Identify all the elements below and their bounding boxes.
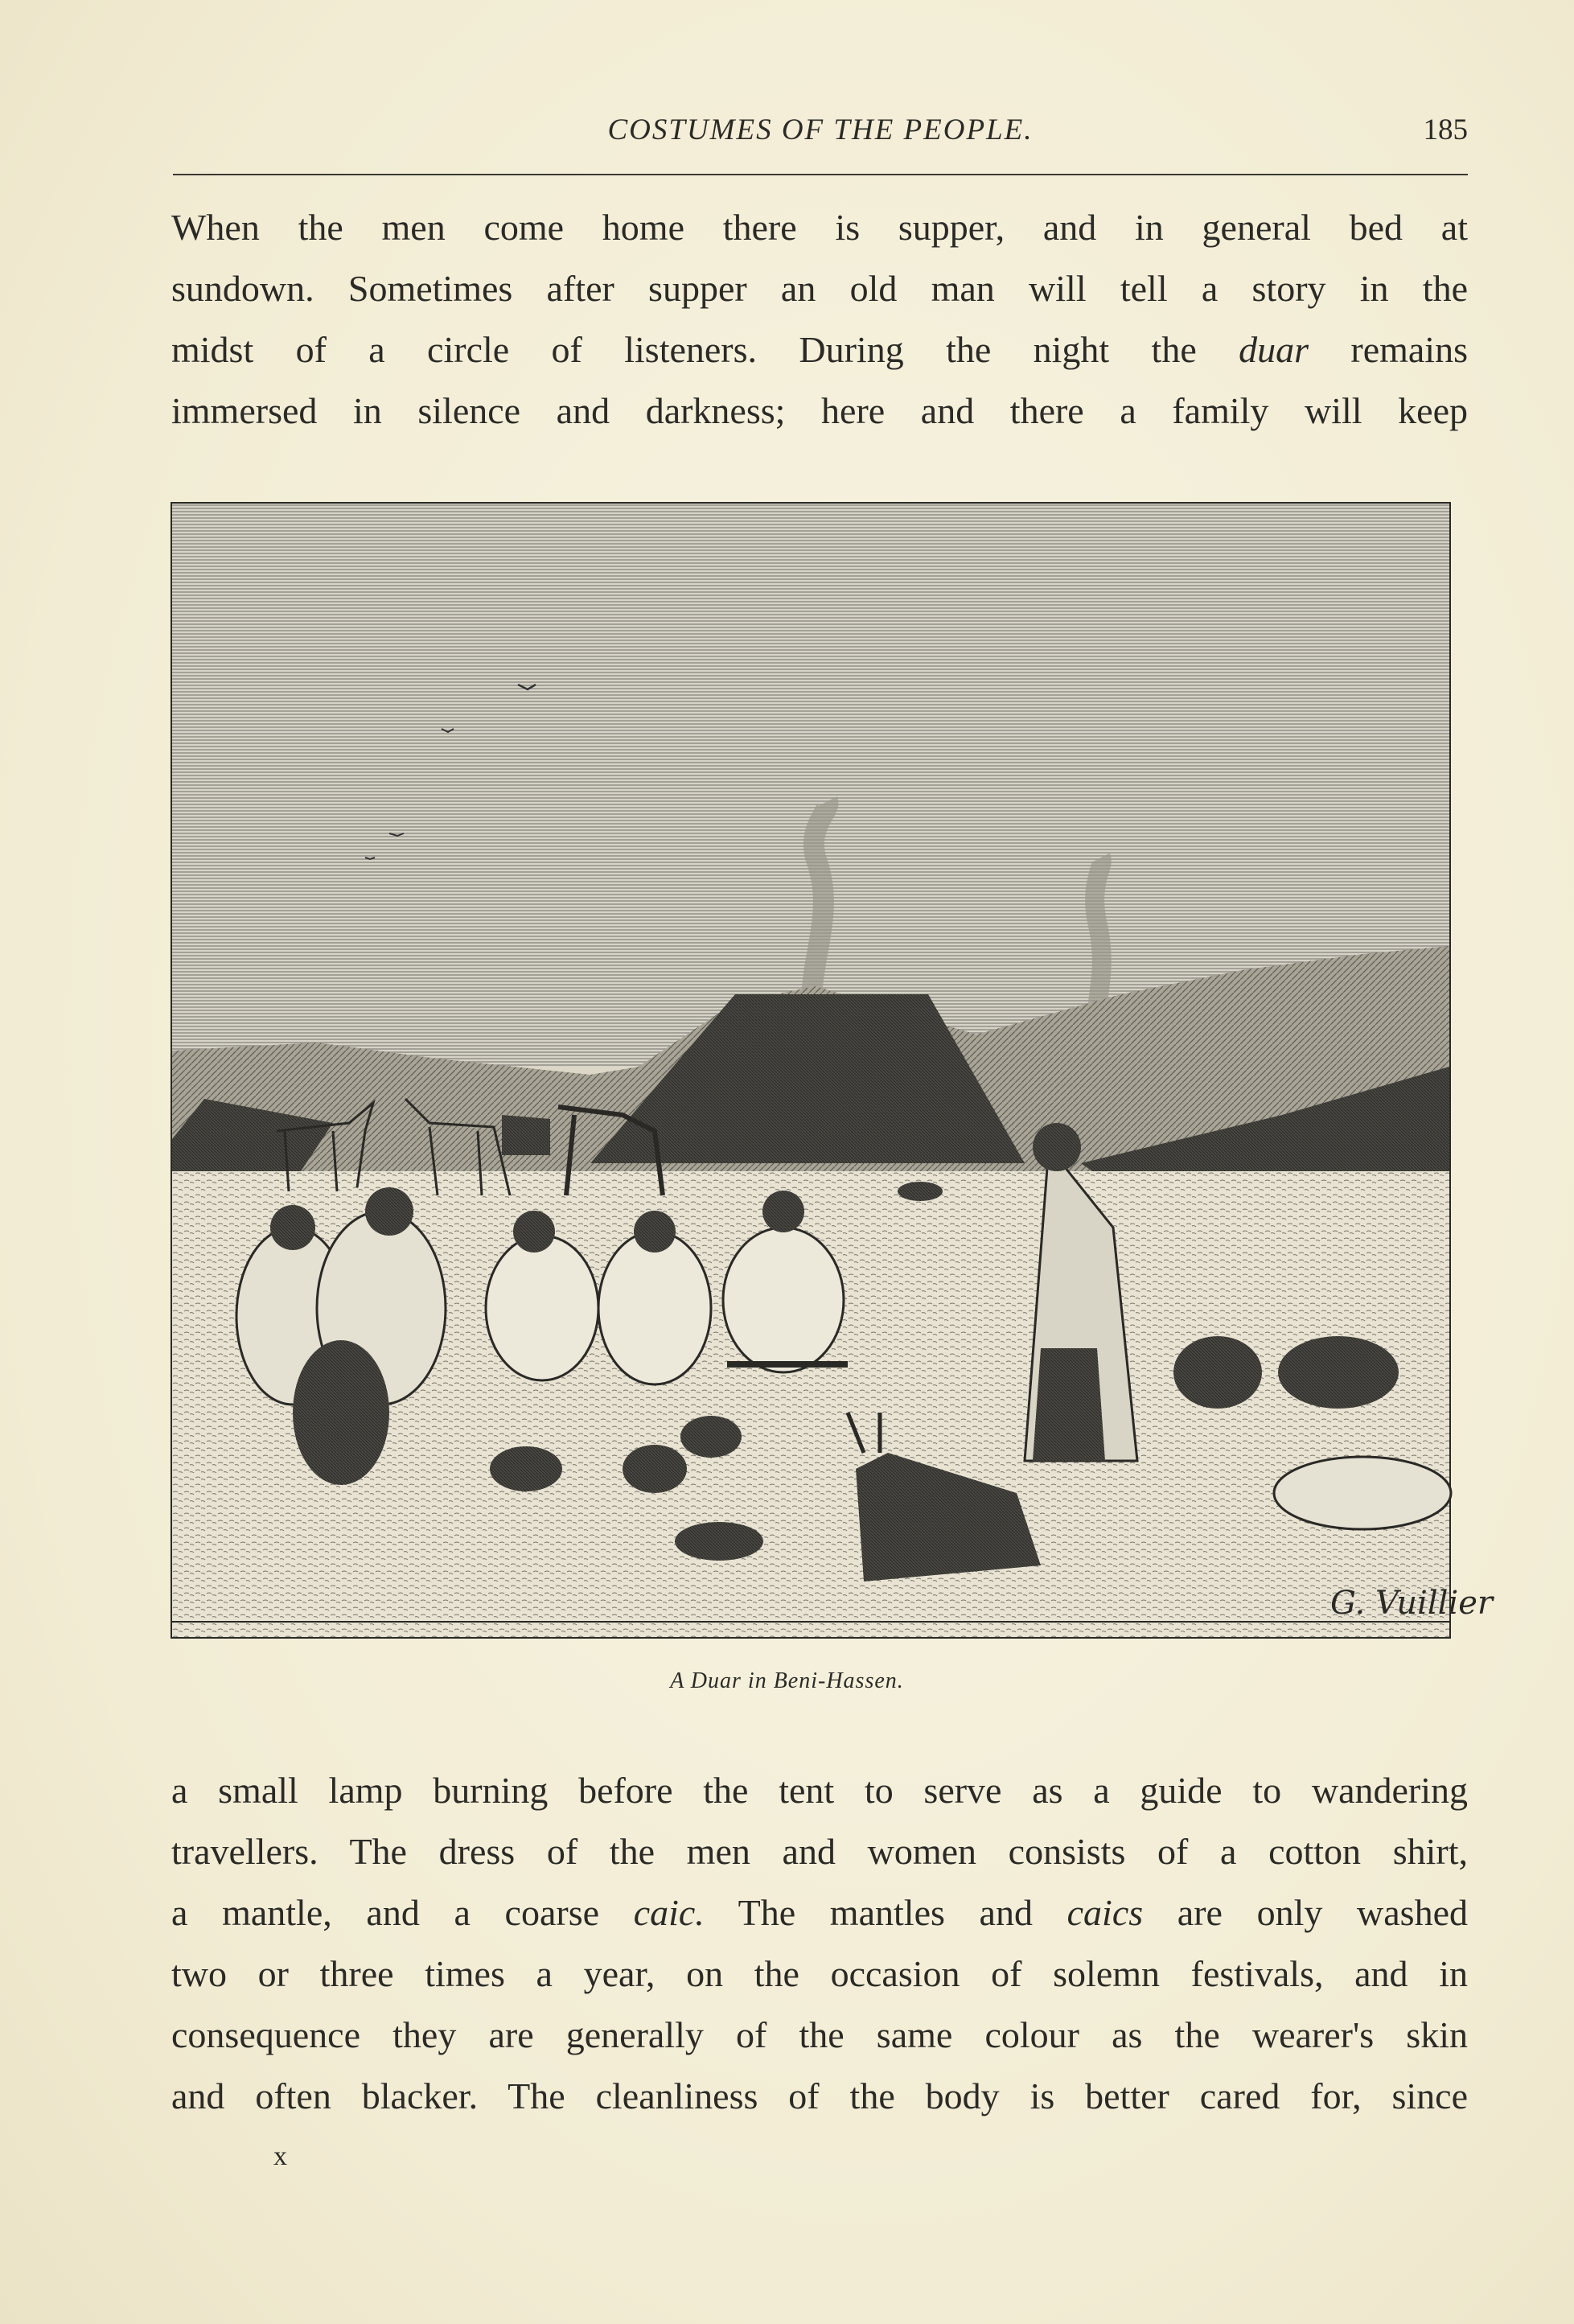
text-line: sundown. Sometimes after supper an old man will tell a story in the [171, 268, 1468, 309]
signature-mark: x [273, 2141, 287, 2171]
figure-caption: A Duar in Beni-Hassen. [670, 1668, 904, 1693]
text-line: a mantle, and a coarse caic. The mantles and caics are only washed [171, 1892, 1468, 1933]
artist-signature: G. Vuillier [1330, 1585, 1494, 1622]
header-rule [173, 174, 1468, 175]
text-line: a small lamp burning before the tent to serve as a guide to wandering [171, 1770, 1468, 1811]
italic-word: caics [1066, 1892, 1144, 1933]
text-line: immersed in silence and darkness; here and there a family will keep [171, 390, 1468, 431]
text-line: travellers. The dress of the men and women consists of a cotton shirt, [171, 1831, 1468, 1872]
running-title: COSTUMES OF THE PEOPLE. [607, 113, 1034, 146]
text-line: consequence they are generally of the same colour as the wearer's skin [171, 2014, 1468, 2055]
text-line: and often blacker. The cleanliness of the body is better cared for, since [171, 2075, 1468, 2116]
running-head [173, 113, 1468, 153]
italic-word: caic. [633, 1892, 705, 1933]
engraving-illustration [171, 502, 1494, 1639]
text-line: two or three times a year, on the occasion of solemn festivals, and in [171, 1953, 1468, 1994]
paragraph-bottom [171, 1760, 1468, 2127]
text-line: When the men come home there is supper, and in general bed at [171, 207, 1468, 248]
italic-word: duar [1239, 329, 1309, 370]
page-number: 185 [1423, 113, 1468, 146]
paragraph-top [171, 197, 1468, 442]
text-line: midst of a circle of listeners. During the night the duar remains [171, 329, 1468, 370]
